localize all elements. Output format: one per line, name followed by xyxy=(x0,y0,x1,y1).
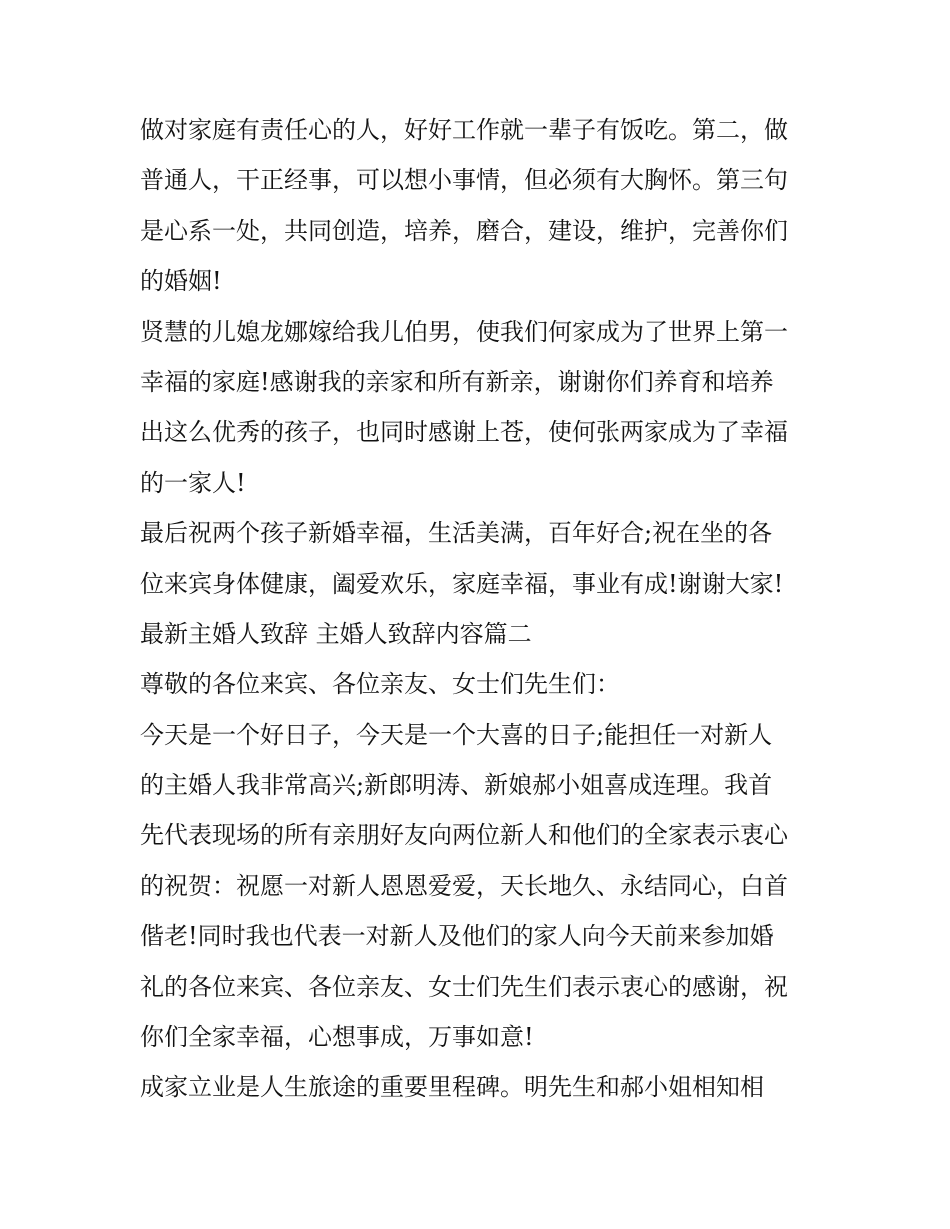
text-line: 你们全家幸福，心想事成，万事如意! xyxy=(140,1023,534,1052)
text-line: 普通人，干正经事，可以想小事情，但必须有大胸怀。第三句 xyxy=(140,166,788,195)
text-line: 位来宾身体健康，阖爱欢乐，家庭幸福，事业有成!谢谢大家! xyxy=(140,569,784,598)
text-line: 的婚姻! xyxy=(140,267,222,296)
document-body xyxy=(140,105,820,1113)
text-line: 幸福的家庭!感谢我的亲家和所有新亲，谢谢你们养育和培养 xyxy=(140,367,774,396)
text-line: 出这么优秀的孩子，也同时感谢上苍，使何张两家成为了幸福 xyxy=(140,418,788,447)
section-heading: 最新主婚人致辞 主婚人致辞内容篇二 xyxy=(140,619,532,648)
text-line: 尊敬的各位来宾、各位亲友、女士们先生们： xyxy=(140,670,620,699)
text-line: 偕老!同时我也代表一对新人及他们的家人向今天前来参加婚 xyxy=(140,922,774,951)
text-line: 成家立业是人生旅途的重要里程碑。明先生和郝小姐相知相 xyxy=(140,1073,764,1102)
text-line: 做对家庭有责任心的人，好好工作就一辈子有饭吃。第二，做 xyxy=(140,116,788,144)
text-line: 的祝贺：祝愿一对新人恩恩爱爱，天长地久、永结同心，白首 xyxy=(140,871,788,900)
text-line: 是心系一处，共同创造，培养，磨合，建设，维护，完善你们 xyxy=(140,216,788,245)
text-line: 贤慧的儿媳龙娜嫁给我儿伯男，使我们何家成为了世界上第一 xyxy=(140,317,788,346)
text-line: 礼的各位来宾、各位亲友、女士们先生们表示衷心的感谢，祝 xyxy=(140,972,788,1001)
text-line: 最后祝两个孩子新婚幸福，生活美满，百年好合;祝在坐的各 xyxy=(140,519,773,548)
text-line: 的主婚人我非常高兴;新郎明涛、新娘郝小姐喜成连理。我首 xyxy=(140,771,773,800)
text-line: 今天是一个好日子，今天是一个大喜的日子;能担任一对新人 xyxy=(140,720,773,749)
text-line: 先代表现场的所有亲朋好友向两位新人和他们的全家表示衷心 xyxy=(140,821,788,850)
text-line: 的一家人! xyxy=(140,468,246,497)
